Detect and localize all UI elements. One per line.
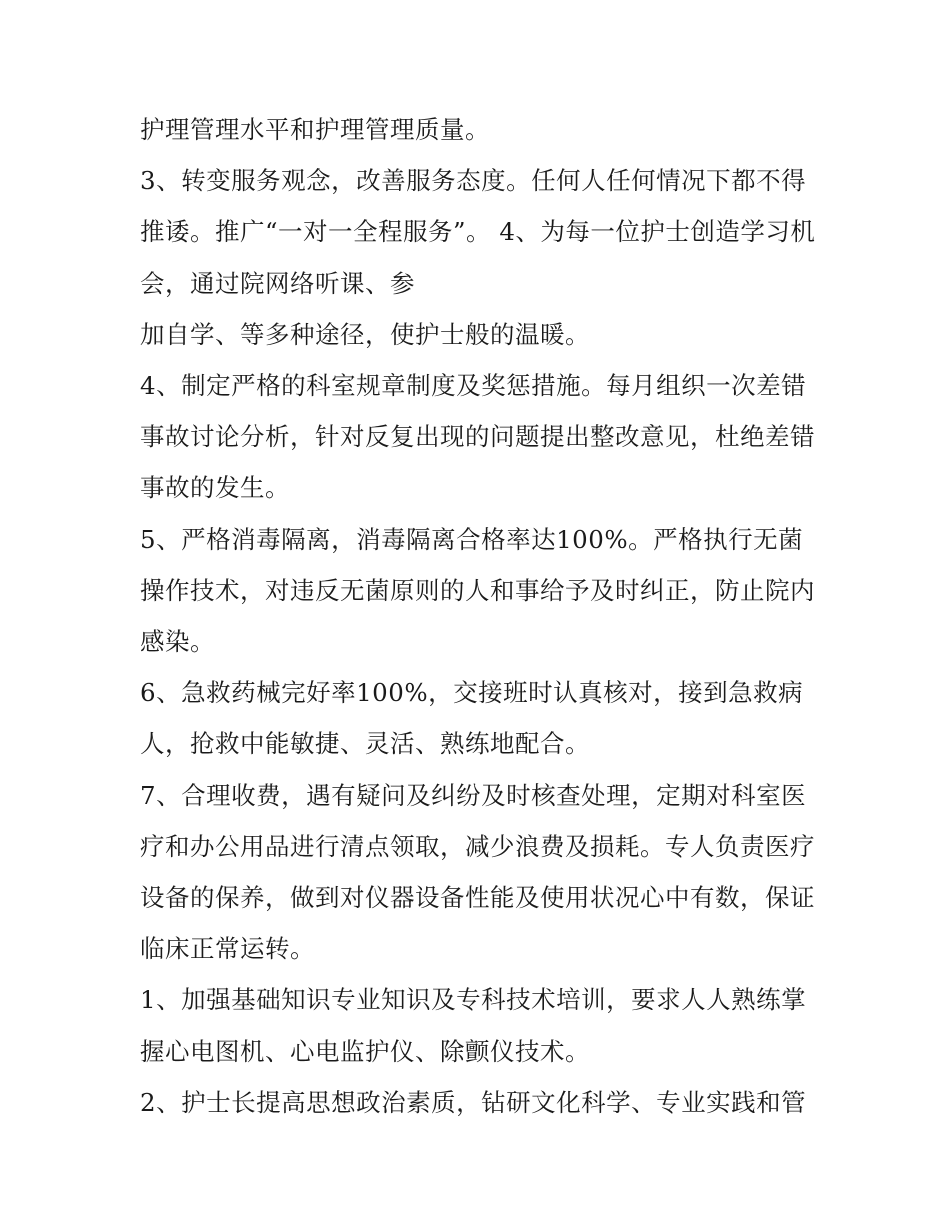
paragraph-3: 加自学、等多种途径，使护士般的温暖。	[140, 319, 590, 349]
paragraph-5: 5、严格消毒隔离，消毒隔离合格率达100%。严格执行无菌操作技术，对违反无菌原则的人和事给予及时纠正，防止院内感染。	[140, 524, 815, 657]
paragraph-4: 4、制定严格的科室规章制度及奖惩措施。每月组织一次差错事故讨论分析，针对反复出现的问题提出整改意见，杜绝差错事故的发生。	[140, 371, 815, 503]
document-body	[140, 104, 820, 1128]
paragraph-1: 护理管理水平和护理管理质量。	[140, 115, 490, 144]
paragraph-6: 6、急救药械完好率100%，交接班时认真核对，接到急救病人，抢救中能敏捷、灵活、熟练地配合。	[140, 678, 804, 759]
paragraph-9: 2、护士长提高思想政治素质，钻研文化科学、专业实践和管	[140, 1087, 807, 1117]
paragraph-2: 3、转变服务观念，改善服务态度。任何人任何情况下都不得推诿。推广“一对一全程服务”。 4、为每一位护士创造学习机会，通过院网络听课、参	[140, 166, 816, 298]
paragraph-8: 1、加强基础知识专业知识及专科技术培训，要求人人熟练掌握心电图机、心电监护仪、除颤仪技术。	[140, 985, 807, 1066]
paragraph-7: 7、合理收费，遇有疑问及纠纷及时核查处理，定期对科室医疗和办公用品进行清点领取，减少浪费及损耗。专人负责医疗设备的保养，做到对仪器设备性能及使用状况心中有数，保证临床正常运转。	[140, 780, 815, 964]
